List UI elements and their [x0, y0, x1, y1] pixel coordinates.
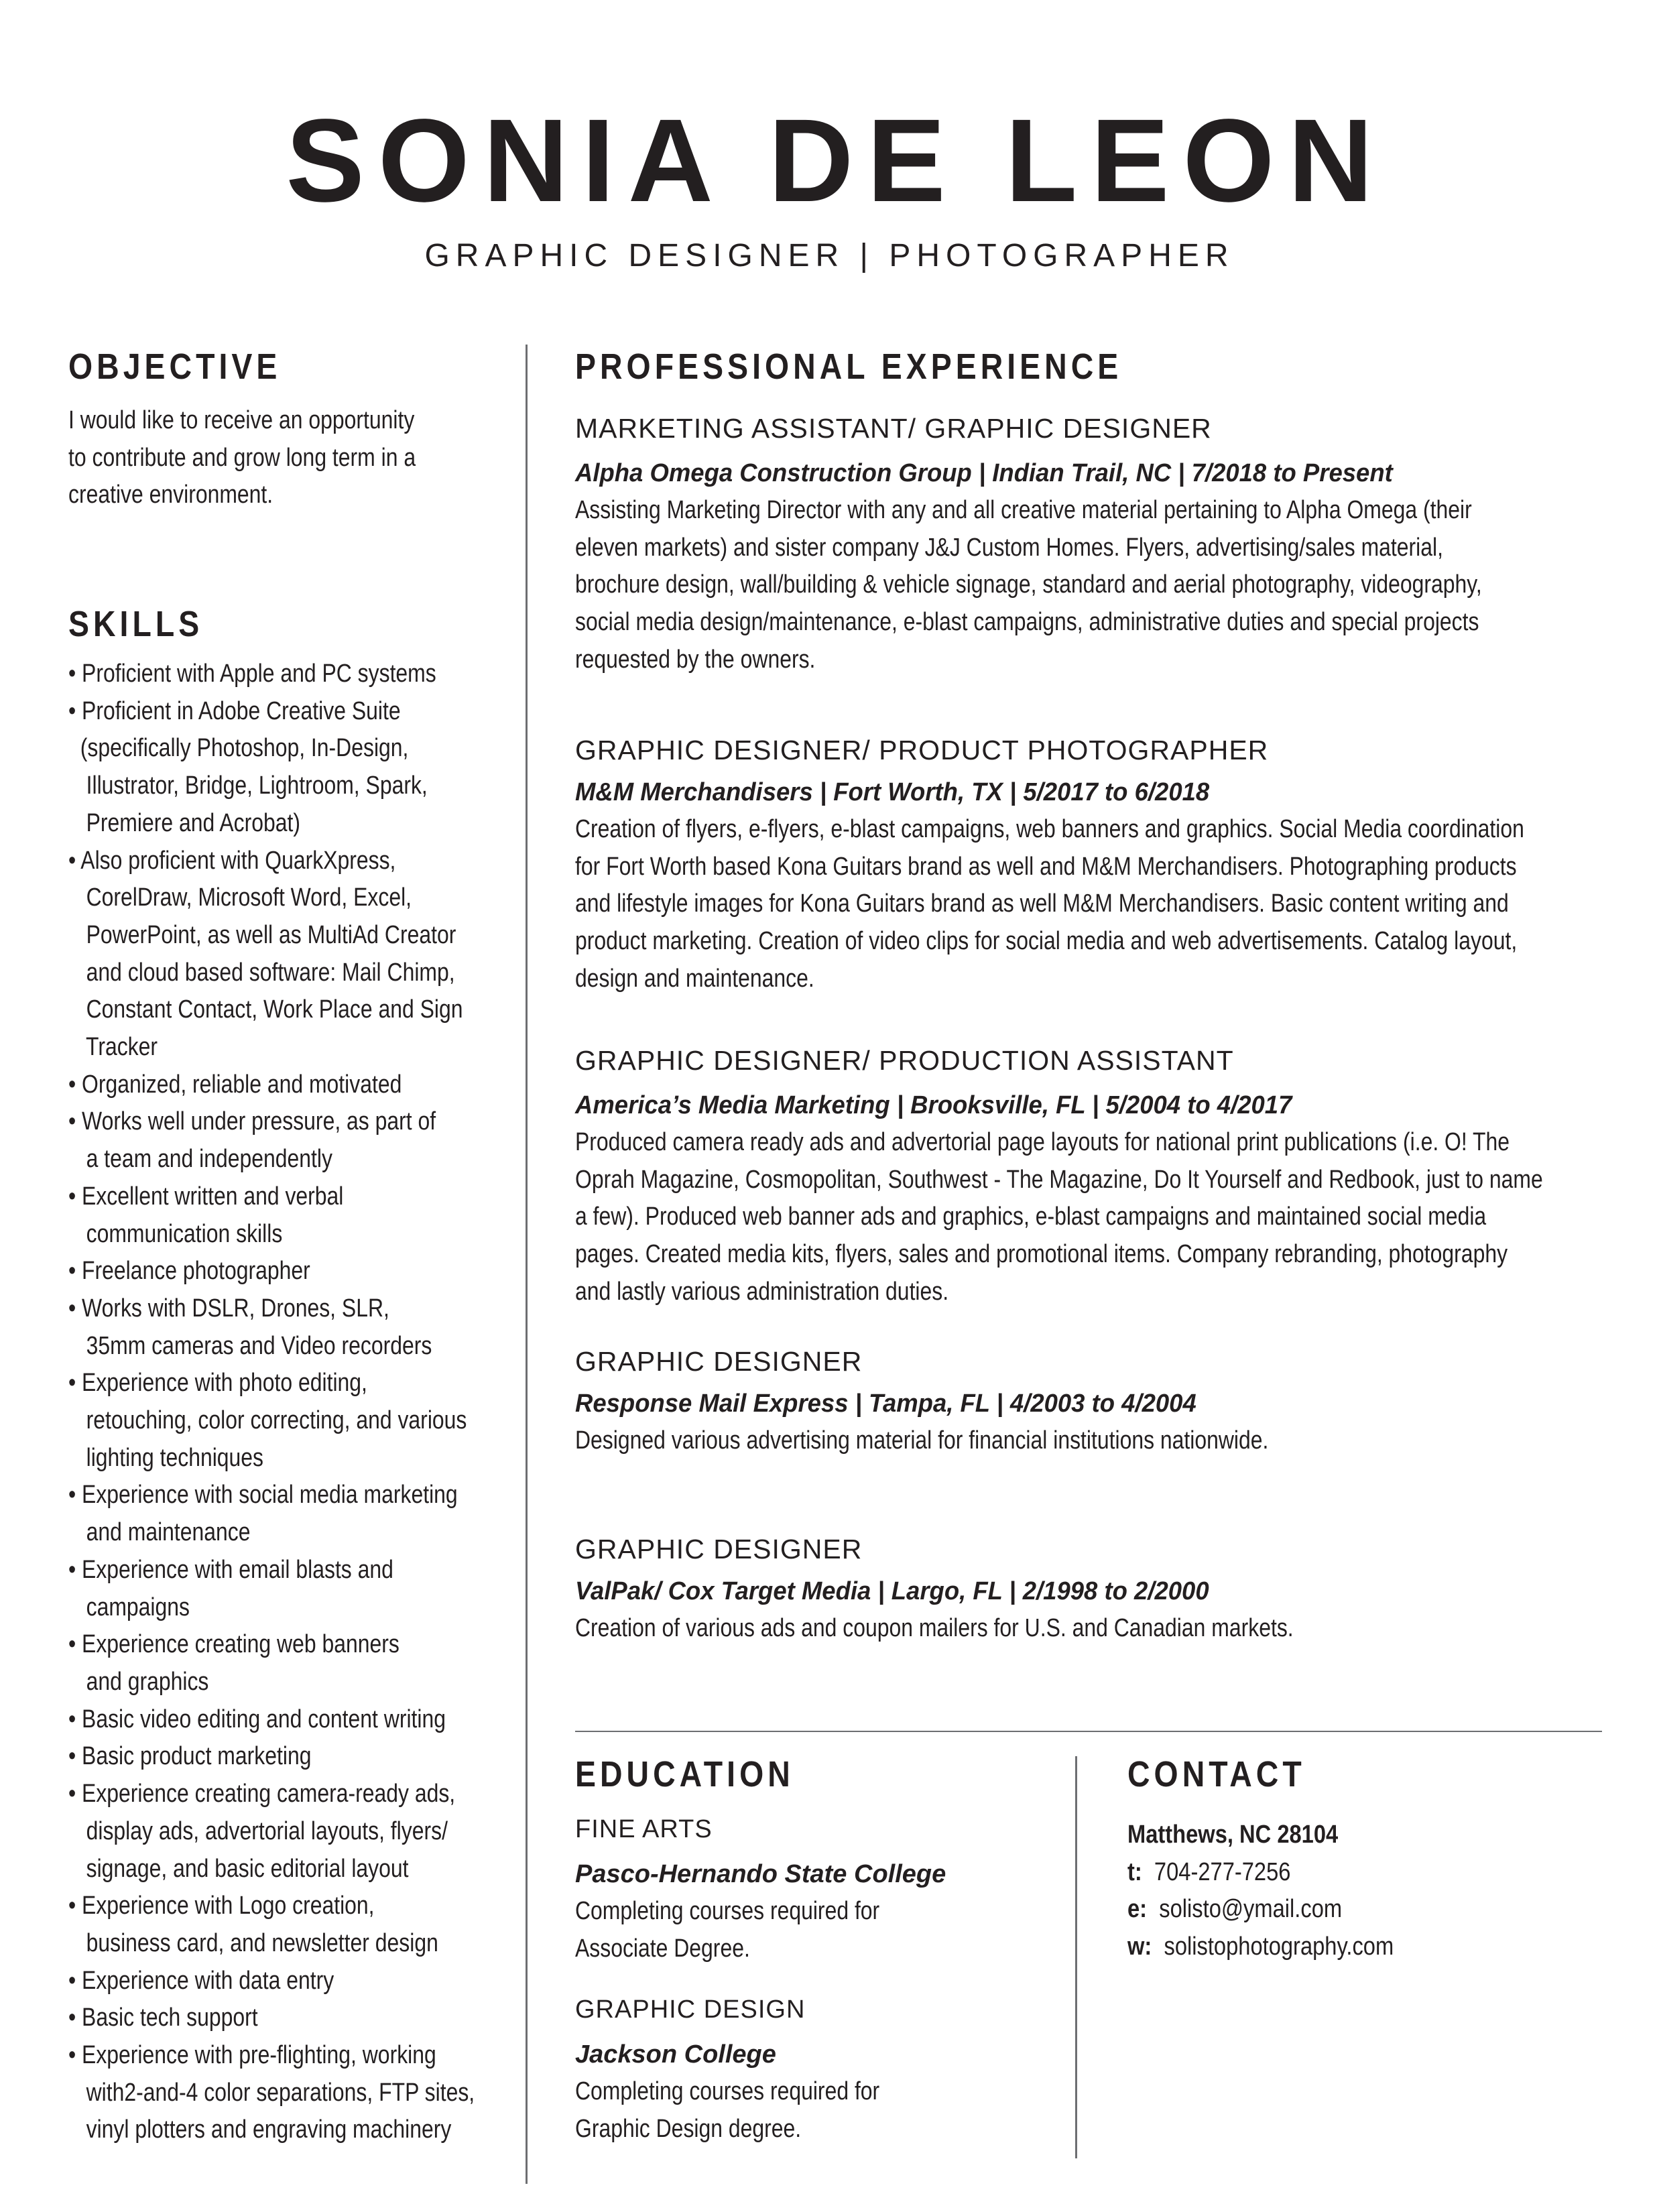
resume-name: SONIA DE LEON	[286, 95, 1387, 227]
job-description-line: Designed various advertising material for financial institutions nationwide.	[575, 1426, 1269, 1455]
skill-line: and cloud based software: Mail Chimp,	[68, 958, 455, 987]
objective-line: to contribute and grow long term in a	[68, 443, 416, 472]
education-item	[575, 1811, 1058, 1967]
job-description-line: a few). Produced web banner ads and graphics, e-blast campaigns and maintained social media	[575, 1203, 1487, 1231]
job-description-line: brochure design, wall/building & vehicle signage, standard and aerial photography, videography,	[575, 570, 1482, 599]
skill-line: • Also proficient with QuarkXpress,	[68, 846, 396, 875]
contact-phone[interactable]: 704-277-7256	[1154, 1857, 1291, 1886]
experience-job	[575, 1343, 1607, 1460]
skill-line: • Works well under pressure, as part of	[68, 1107, 436, 1136]
job-description	[575, 492, 1482, 679]
skills-heading: SKILLS	[68, 604, 204, 644]
education-contact-divider	[1075, 1756, 1077, 2158]
skill-line: • Experience with data entry	[68, 1966, 334, 1995]
skill-line: • Experience creating web banners	[68, 1630, 400, 1659]
skill-line: retouching, color correcting, and various	[68, 1406, 467, 1435]
skill-line: • Experience with social media marketing	[68, 1481, 458, 1510]
skill-line: display ads, advertorial layouts, flyers/	[68, 1817, 448, 1845]
skill-line: a team and independently	[68, 1145, 332, 1174]
job-description	[575, 811, 1524, 998]
objective-line: I would like to receive an opportunity	[68, 406, 415, 434]
skill-line: Illustrator, Bridge, Lightroom, Spark,	[68, 772, 428, 800]
education-description	[575, 2073, 981, 2148]
job-description-line: product marketing. Creation of video clips for social media and web advertisements. Catalog layout,	[575, 927, 1518, 956]
contact-location: Matthews, NC 28104	[1127, 1821, 1339, 1849]
job-meta: ValPak/ Cox Target Media | Largo, FL | 2/1998 to 2/2000	[575, 1577, 1209, 1605]
skill-line: with2-and-4 color separations, FTP sites,	[68, 2078, 475, 2107]
job-description-line: eleven markets) and sister company J&J Custom Homes. Flyers, advertising/sales material,	[575, 533, 1443, 562]
skill-line: Tracker	[68, 1033, 158, 1062]
section-divider	[575, 1731, 1602, 1732]
experience-job	[575, 1531, 1607, 1648]
contact-email-label: e:	[1127, 1895, 1148, 1924]
skill-line: • Experience with photo editing,	[68, 1369, 367, 1398]
job-description-line: pages. Created media kits, flyers, sales and promotional items. Company rebranding, photography	[575, 1240, 1508, 1269]
job-description-line: requested by the owners.	[575, 645, 816, 674]
education-program: GRAPHIC DESIGN	[575, 1995, 806, 2024]
job-description-line: Oprah Magazine, Cosmopolitan, Southwest - The Magazine, Do It Yourself and Redbook, just to name	[575, 1165, 1543, 1194]
skill-line: • Proficient with Apple and PC systems	[68, 660, 436, 688]
skill-line: • Organized, reliable and motivated	[68, 1070, 402, 1099]
skill-line: campaigns	[68, 1593, 190, 1621]
skill-line: • Basic tech support	[68, 2004, 258, 2032]
skill-line: • Excellent written and verbal	[68, 1182, 344, 1211]
job-description-line: Assisting Marketing Director with any and all creative material pertaining to Alpha Omega (their	[575, 496, 1472, 524]
skill-line: • Experience with email blasts and	[68, 1555, 393, 1584]
job-meta: Alpha Omega Construction Group | Indian Trail, NC | 7/2018 to Present	[575, 459, 1393, 487]
job-title: GRAPHIC DESIGNER/ PRODUCT PHOTOGRAPHER	[575, 735, 1269, 765]
resume-tagline: GRAPHIC DESIGNER | PHOTOGRAPHER	[424, 238, 1235, 273]
job-description-line: design and maintenance.	[575, 964, 814, 993]
contact-website-row	[1127, 1928, 1531, 1966]
job-title: GRAPHIC DESIGNER/ PRODUCTION ASSISTANT	[575, 1045, 1234, 1076]
skills-section	[68, 601, 524, 2149]
job-description	[575, 1124, 1543, 1311]
job-description-line: Creation of various ads and coupon mailers for U.S. and Canadian markets.	[575, 1614, 1294, 1642]
job-title: GRAPHIC DESIGNER	[575, 1346, 863, 1377]
experience-heading: PROFESSIONAL EXPERIENCE	[575, 347, 1123, 387]
job-description-line: and lifestyle images for Kona Guitars brand as well M&M Merchandisers. Basic content writing and	[575, 889, 1509, 918]
skill-line: CorelDraw, Microsoft Word, Excel,	[68, 883, 412, 912]
objective-heading: OBJECTIVE	[68, 347, 282, 387]
experience-job	[575, 410, 1607, 679]
skill-line: (specifically Photoshop, In-Design,	[68, 734, 409, 763]
contact-heading: CONTACT	[1127, 1754, 1306, 1794]
contact-website[interactable]: solistophotography.com	[1164, 1932, 1394, 1961]
job-description-line: and lastly various administration duties.	[575, 1277, 949, 1306]
skill-line: and maintenance	[68, 1518, 251, 1547]
contact-phone-label: t:	[1127, 1857, 1142, 1886]
objective-text	[68, 402, 429, 514]
job-description-line: Creation of flyers, e-flyers, e-blast campaigns, web banners and graphics. Social Media coordination	[575, 815, 1524, 843]
skill-line: 35mm cameras and Video recorders	[68, 1331, 432, 1360]
job-description	[575, 1422, 1442, 1460]
skill-line: • Freelance photographer	[68, 1257, 310, 1286]
job-description-line: Produced camera ready ads and advertorial page layouts for national print publications (i.e. O! The	[575, 1128, 1510, 1156]
skill-line: • Experience with Logo creation,	[68, 1892, 375, 1920]
job-description-line: social media design/maintenance, e-blast campaigns, administrative duties and special projects	[575, 608, 1479, 637]
skill-line: signage, and basic editorial layout	[68, 1854, 409, 1883]
objective-section	[68, 343, 497, 514]
education-section	[575, 1751, 1058, 2148]
skill-line: • Experience creating camera-ready ads,	[68, 1780, 456, 1808]
education-description-line: Graphic Design degree.	[575, 2115, 802, 2144]
skill-line: • Basic product marketing	[68, 1742, 312, 1771]
contact-email-row	[1127, 1891, 1531, 1928]
experience-job	[575, 1042, 1607, 1311]
education-description	[575, 1893, 981, 1967]
education-item	[575, 1991, 1058, 2148]
skill-line: • Basic video editing and content writing	[68, 1705, 446, 1733]
job-description	[575, 1610, 1442, 1648]
job-title: GRAPHIC DESIGNER	[575, 1534, 863, 1564]
skill-line: Premiere and Acrobat)	[68, 808, 300, 837]
skill-line: PowerPoint, as well as MultiAd Creator	[68, 920, 456, 949]
skills-list	[68, 656, 475, 2149]
experience-job	[575, 732, 1607, 998]
skill-line: • Experience with pre-flighting, working	[68, 2041, 436, 2070]
job-title: MARKETING ASSISTANT/ GRAPHIC DESIGNER	[575, 413, 1212, 444]
skill-line: lighting techniques	[68, 1443, 264, 1472]
education-description-line: Completing courses required for	[575, 2077, 880, 2106]
job-description-line: for Fort Worth based Kona Guitars brand as well and M&M Merchandisers. Photographing products	[575, 852, 1517, 881]
skill-line: business card, and newsletter design	[68, 1928, 438, 1957]
skill-line: vinyl plotters and engraving machinery	[68, 2115, 452, 2144]
skill-line: Constant Contact, Work Place and Sign	[68, 995, 463, 1024]
education-school: Pasco-Hernando State College	[575, 1860, 946, 1888]
objective-line: creative environment.	[68, 481, 273, 509]
job-meta: Response Mail Express | Tampa, FL | 4/2003 to 4/2004	[575, 1390, 1196, 1418]
education-heading: EDUCATION	[575, 1754, 794, 1794]
job-meta: America’s Media Marketing | Brooksville, FL | 5/2004 to 4/2017	[575, 1091, 1292, 1119]
education-description-line: Completing courses required for	[575, 1897, 880, 1925]
education-school: Jackson College	[575, 2040, 776, 2069]
skill-line: communication skills	[68, 1219, 283, 1248]
contact-email[interactable]: solisto@ymail.com	[1159, 1895, 1343, 1924]
contact-website-label: w:	[1127, 1932, 1152, 1961]
experience-section	[575, 343, 1607, 390]
job-meta: M&M Merchandisers | Fort Worth, TX | 5/2017 to 6/2018	[575, 778, 1210, 806]
skill-line: • Proficient in Adobe Creative Suite	[68, 696, 401, 725]
column-divider	[526, 345, 528, 2184]
education-description-line: Associate Degree.	[575, 1934, 750, 1963]
contact-phone-row	[1127, 1854, 1531, 1892]
contact-section	[1127, 1751, 1597, 1966]
skill-line: and graphics	[68, 1667, 209, 1696]
skill-line: • Works with DSLR, Drones, SLR,	[68, 1294, 389, 1323]
education-program: FINE ARTS	[575, 1815, 713, 1843]
